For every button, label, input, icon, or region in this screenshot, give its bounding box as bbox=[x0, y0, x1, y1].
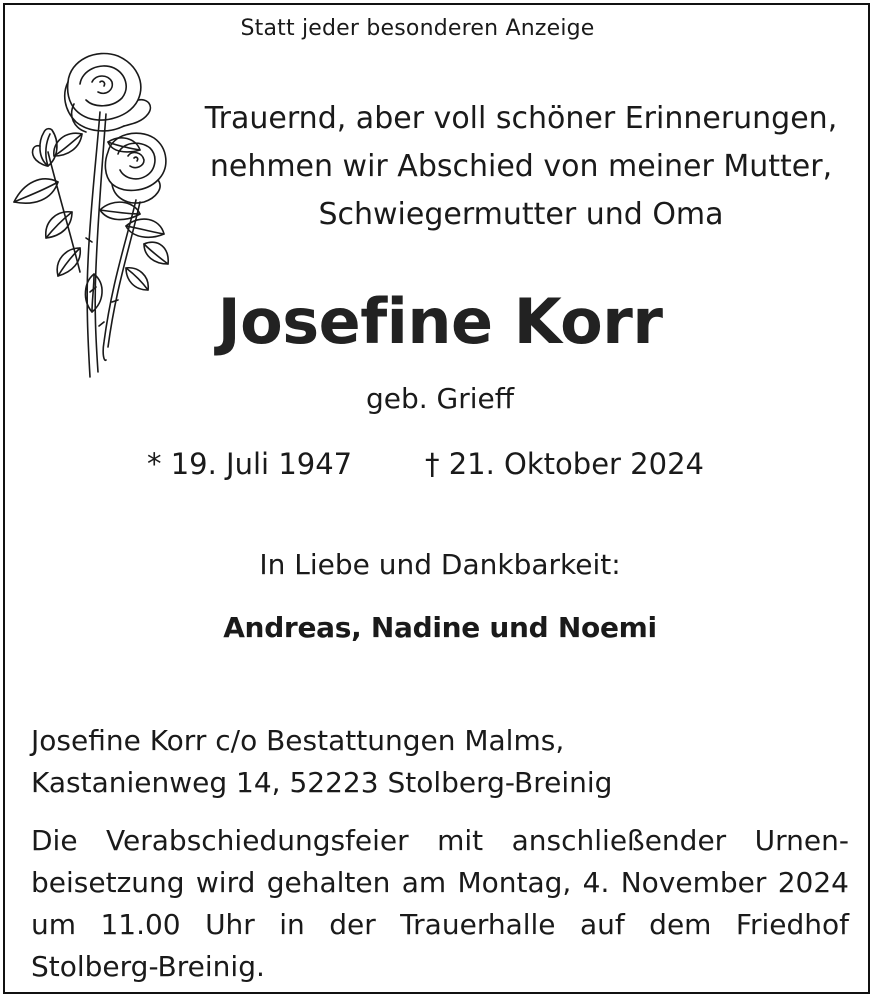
intro-text bbox=[185, 95, 857, 239]
address-line: Josefine Korr c/o Bestattungen Malms, bbox=[31, 724, 565, 757]
deceased-name: Josefine Korr bbox=[217, 285, 663, 358]
maiden-name: geb. Grieff bbox=[365, 382, 515, 415]
contact-address bbox=[31, 720, 612, 804]
intro-line: Schwiegermutter und Oma bbox=[318, 197, 724, 232]
intro-line: nehmen wir Abschied von meiner Mutter, bbox=[209, 149, 833, 184]
ceremony-line: beisetzung wird gehalten am Montag, 4. November 2024 bbox=[31, 866, 849, 899]
birth-date: * 19. Juli 1947 bbox=[147, 447, 353, 481]
death-date: † 21. Oktober 2024 bbox=[425, 447, 704, 481]
ceremony-line: Die Verabschiedungsfeier mit anschließender Urnen- bbox=[31, 824, 849, 857]
intro-line: Trauernd, aber voll schöner Erinnerungen, bbox=[204, 101, 838, 136]
ceremony-line: um 11.00 Uhr in der Trauerhalle auf dem Friedhof bbox=[31, 908, 849, 941]
ceremony-line: Stolberg-Breinig. bbox=[31, 950, 265, 983]
gratitude-line: In Liebe und Dankbarkeit: bbox=[259, 548, 621, 581]
header-note: Statt jeder besonderen Anzeige bbox=[240, 16, 595, 41]
mourners-names: Andreas, Nadine und Noemi bbox=[223, 611, 657, 644]
ceremony-notice bbox=[31, 820, 849, 988]
address-line: Kastanienweg 14, 52223 Stolberg-Breinig bbox=[31, 766, 613, 799]
